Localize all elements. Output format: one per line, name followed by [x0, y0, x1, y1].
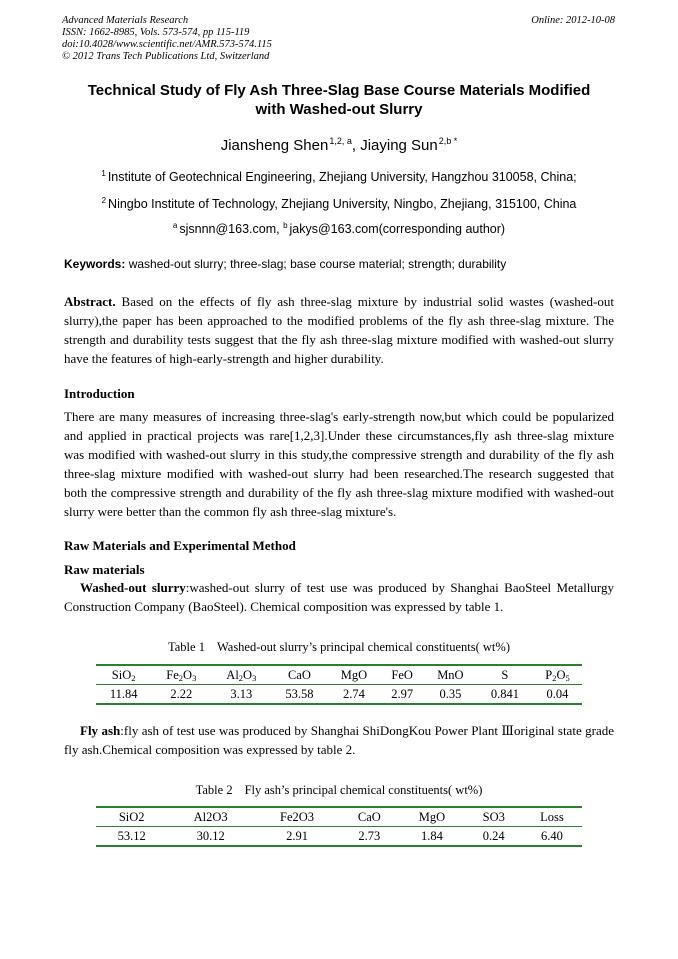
table2-header-cell: Fe2O3 [254, 807, 340, 827]
abstract-label: Abstract. [64, 294, 116, 309]
formula-base: S [501, 667, 509, 682]
affiliation-1 [0, 166, 678, 185]
table2-value-cell: 0.24 [466, 827, 522, 847]
journal-header [62, 15, 272, 63]
table1-value-cell: 53.58 [271, 685, 327, 705]
paper-title [40, 81, 638, 119]
table2-value-cell: 2.91 [254, 827, 340, 847]
table1-header-cell [477, 665, 533, 685]
paper-title-line2: with Washed-out Slurry [255, 101, 423, 118]
table1-caption-text: Washed-out slurry’s principal chemical constituents( wt%) [216, 640, 510, 654]
table1-header-cell [380, 665, 424, 685]
keywords-label: Keywords: [64, 257, 126, 271]
introduction-text: There are many measures of increasing three-slag's early-strength now,but which could be popularized and applied in practical projects was rare[1,2,3].Under these circumstances,fly ash three-slag mixture was modified with washed-out slurry in this study,the compressive strength and durability of the fly ash three-slag mixture modified with washed-out slurry had been researched.The research suggested that both the compressive strength and durability of the fly ash three-slag mixture modified with washed-out slurry were better than the common fly ash three-slag mixture's. [64, 409, 614, 519]
formula-subscript: 5 [565, 672, 570, 683]
table2-header-cell: MgO [398, 807, 465, 827]
table1-value-cell: 0.35 [424, 685, 477, 705]
fly-ash-text [64, 721, 614, 759]
table1-number: Table 1 [168, 640, 205, 654]
formula-base: FeO [391, 667, 413, 682]
table2-value-cell: 2.73 [340, 827, 398, 847]
formula-subscript: 2 [238, 672, 244, 683]
table1-value-cell: 11.84 [96, 685, 151, 705]
table2-header-cell: Al2O3 [167, 807, 253, 827]
author-separator: , [351, 137, 361, 154]
affil-text: Ningbo Institute of Technology, Zhejiang University, Ningbo, Zhejiang, 315100, China [108, 197, 577, 211]
formula-base: P [545, 667, 553, 682]
table1-header-cell [96, 665, 151, 685]
table2-caption-text: Fly ash’s principal chemical constituents( wt%) [244, 783, 483, 797]
table1-header-cell [151, 665, 211, 685]
table1-data-row [96, 685, 582, 705]
email-a: sjsnnn@163.com, [179, 222, 284, 236]
author-name: Jiansheng Shen [220, 137, 329, 154]
table1 [96, 664, 582, 705]
formula-base: SiO [111, 667, 132, 682]
table1-header-cell [211, 665, 271, 685]
fly-ash-body: :fly ash of test use was produced by Shanghai ShiDongKou Power Plant Ⅲoriginal state grade fly ash.Chemical composition was expressed by table 2. [64, 723, 614, 757]
keywords-text: washed-out slurry; three-slag; base course material; strength; durability [125, 257, 507, 271]
journal-name: Advanced Materials Research [62, 15, 189, 26]
email-line [0, 218, 678, 237]
formula-subscript: 3 [192, 672, 197, 683]
formula-base: CaO [287, 667, 311, 682]
fly-ash-label: Fly ash [80, 723, 121, 738]
table1-value-cell: 2.22 [151, 685, 211, 705]
online-date: Online: 2012-10-08 [531, 15, 615, 26]
formula-base: Fe [166, 667, 179, 682]
subsection-heading-raw-materials: Raw materials [64, 562, 145, 577]
formula-tail: O [556, 667, 566, 682]
table1-value-cell: 0.841 [477, 685, 533, 705]
table1-value-cell: 2.97 [380, 685, 424, 705]
table2-header-cell: CaO [340, 807, 398, 827]
table1-header-row [96, 665, 582, 685]
washed-out-slurry-text [64, 578, 614, 616]
table2-value-cell: 6.40 [522, 827, 582, 847]
affil-text: Institute of Geotechnical Engineering, Zhejiang University, Hangzhou 310058, China; [107, 170, 577, 184]
formula-tail: O [243, 667, 253, 682]
journal-copyright: © 2012 Trans Tech Publications Ltd, Switzerland [62, 51, 270, 62]
washed-out-slurry-label: Washed-out slurry [80, 580, 186, 595]
formula-base: MgO [340, 667, 368, 682]
journal-issn: ISSN: 1662-8985, Vols. 573-574, pp 115-119 [62, 27, 250, 38]
washed-out-slurry-body: :washed-out slurry of test use was produced by Shanghai BaoSteel Metallurgy Construction Company (BaoSteel). Chemical composition was expressed by table 1. [64, 580, 615, 614]
author-affil-sup: 1,2, a [329, 136, 352, 146]
formula-base: MnO [437, 667, 464, 682]
section-heading-raw-materials: Raw Materials and Experimental Method [64, 538, 296, 553]
author-name: Jiaying Sun [360, 137, 438, 154]
author-affil-sup: 2,b * [438, 136, 458, 146]
abstract-text: Based on the effects of fly ash three-slag mixture by industrial solid wastes (washed-out slurry),the paper has been approached to the modified problems of the fly ash three-slag mixture. The strength and durability tests suggest that the fly ash three-slag mixture modified with washed-out slurry have the features of high-early-strength and higher durability. [64, 294, 614, 366]
formula-base: Al [226, 667, 239, 682]
table2 [96, 806, 582, 847]
table1-value-cell: 0.04 [533, 685, 582, 705]
table1-header-cell [424, 665, 477, 685]
formula-subscript: 2 [552, 672, 557, 683]
affiliation-2 [0, 193, 678, 212]
table2-header-cell: Loss [522, 807, 582, 827]
affil-sup: 1 [101, 169, 106, 178]
table2-value-cell: 1.84 [398, 827, 465, 847]
keywords [64, 257, 506, 272]
email-sup: a [172, 221, 178, 230]
table1-header-cell [271, 665, 327, 685]
paper-title-line1: Technical Study of Fly Ash Three-Slag Base Course Materials Modified [87, 82, 591, 99]
abstract [64, 292, 614, 368]
table2-header-row [96, 807, 582, 827]
author-list [0, 132, 678, 155]
table2-number: Table 2 [195, 783, 233, 797]
journal-doi: doi:10.4028/www.scientific.net/AMR.573-574.115 [62, 39, 272, 50]
formula-subscript: 2 [178, 672, 184, 683]
section-heading-introduction: Introduction [64, 386, 135, 401]
table2-value-cell: 30.12 [167, 827, 253, 847]
email-sup: b [283, 221, 288, 230]
table2-header-cell: SO3 [466, 807, 522, 827]
table2-data-row [96, 827, 582, 847]
table1-value-cell: 2.74 [328, 685, 381, 705]
formula-subscript: 2 [131, 672, 136, 683]
table2-value-cell: 53.12 [96, 827, 167, 847]
email-b: jakys@163.com(corresponding author) [289, 222, 506, 236]
affil-sup: 2 [101, 196, 107, 205]
table1-header-cell [533, 665, 582, 685]
table1-caption [0, 640, 678, 655]
table2-caption [0, 783, 678, 798]
table2-header-cell: SiO2 [96, 807, 167, 827]
formula-tail: O [183, 667, 193, 682]
formula-subscript: 3 [252, 672, 257, 683]
table1-value-cell: 3.13 [211, 685, 271, 705]
table1-header-cell [328, 665, 381, 685]
